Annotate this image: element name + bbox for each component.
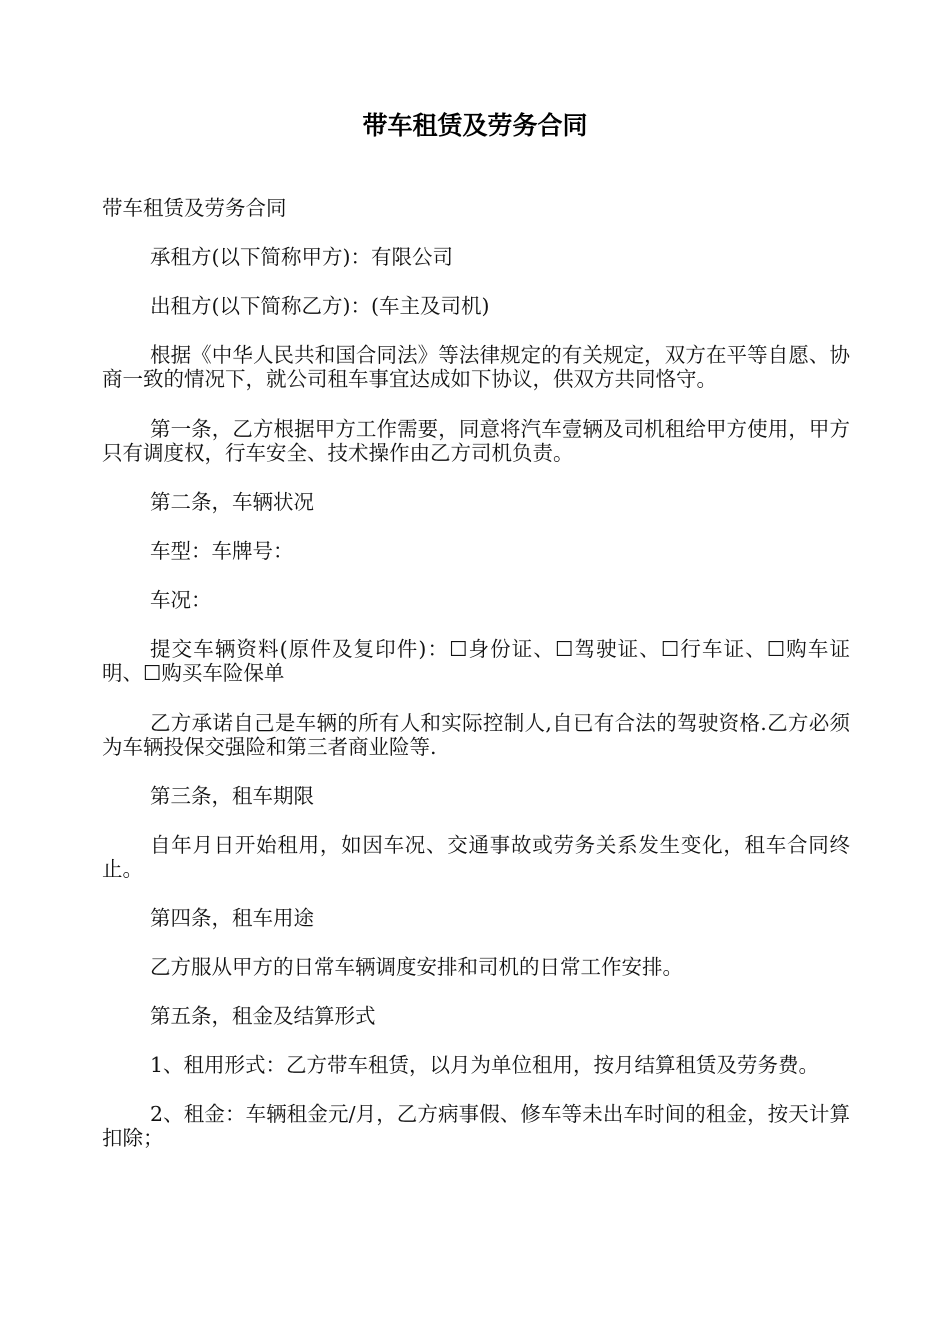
paragraph-article-1: 第一条，乙方根据甲方工作需要，同意将汽车壹辆及司机租给甲方使用，甲方只有调度权，行车安全、技术操作由乙方司机负责。 [102, 417, 850, 465]
paragraph-rental-form: 1、租用形式：乙方带车租赁，以月为单位租用，按月结算租赁及劳务费。 [150, 1053, 820, 1077]
paragraph-lessor: 出租方(以下简称乙方)：(车主及司机) [150, 294, 490, 318]
paragraph-vehicle-condition: 车况： [150, 588, 212, 612]
paragraph-article-2-heading: 第二条，车辆状况 [150, 490, 314, 514]
paragraph-lessor-commitment: 乙方承诺自己是车辆的所有人和实际控制人,自已有合法的驾驶资格.乙方必须为车辆投保交强险和第三者商业险等. [102, 711, 850, 759]
paragraph-rent: 2、租金：车辆租金元/月，乙方病事假、修车等未出车时间的租金，按天计算扣除； [102, 1102, 850, 1150]
paragraph-article-3-heading: 第三条，租车期限 [150, 784, 314, 808]
paragraph-article-5-heading: 第五条，租金及结算形式 [150, 1004, 376, 1028]
paragraph-heading: 带车租赁及劳务合同 [102, 196, 287, 220]
paragraph-preamble: 根据《中华人民共和国合同法》等法律规定的有关规定，双方在平等自愿、协商一致的情况下，就公司租车事宜达成如下协议，供双方共同恪守。 [102, 343, 850, 391]
paragraph-lessee: 承租方(以下简称甲方)：有限公司 [150, 245, 453, 269]
document-title: 带车租赁及劳务合同 [362, 111, 588, 140]
paragraph-documents: 提交车辆资料(原件及复印件)：☐身份证、☐驾驶证、☐行车证、☐购车证明、☐购买车险保单 [102, 637, 850, 685]
paragraph-article-4-heading: 第四条，租车用途 [150, 906, 314, 930]
document-body [102, 196, 850, 1150]
paragraph-vehicle-model: 车型：车牌号： [150, 539, 294, 563]
paragraph-usage: 乙方服从甲方的日常车辆调度安排和司机的日常工作安排。 [150, 955, 683, 979]
paragraph-lease-term: 自年月日开始租用，如因车况、交通事故或劳务关系发生变化，租车合同终止。 [102, 833, 850, 881]
